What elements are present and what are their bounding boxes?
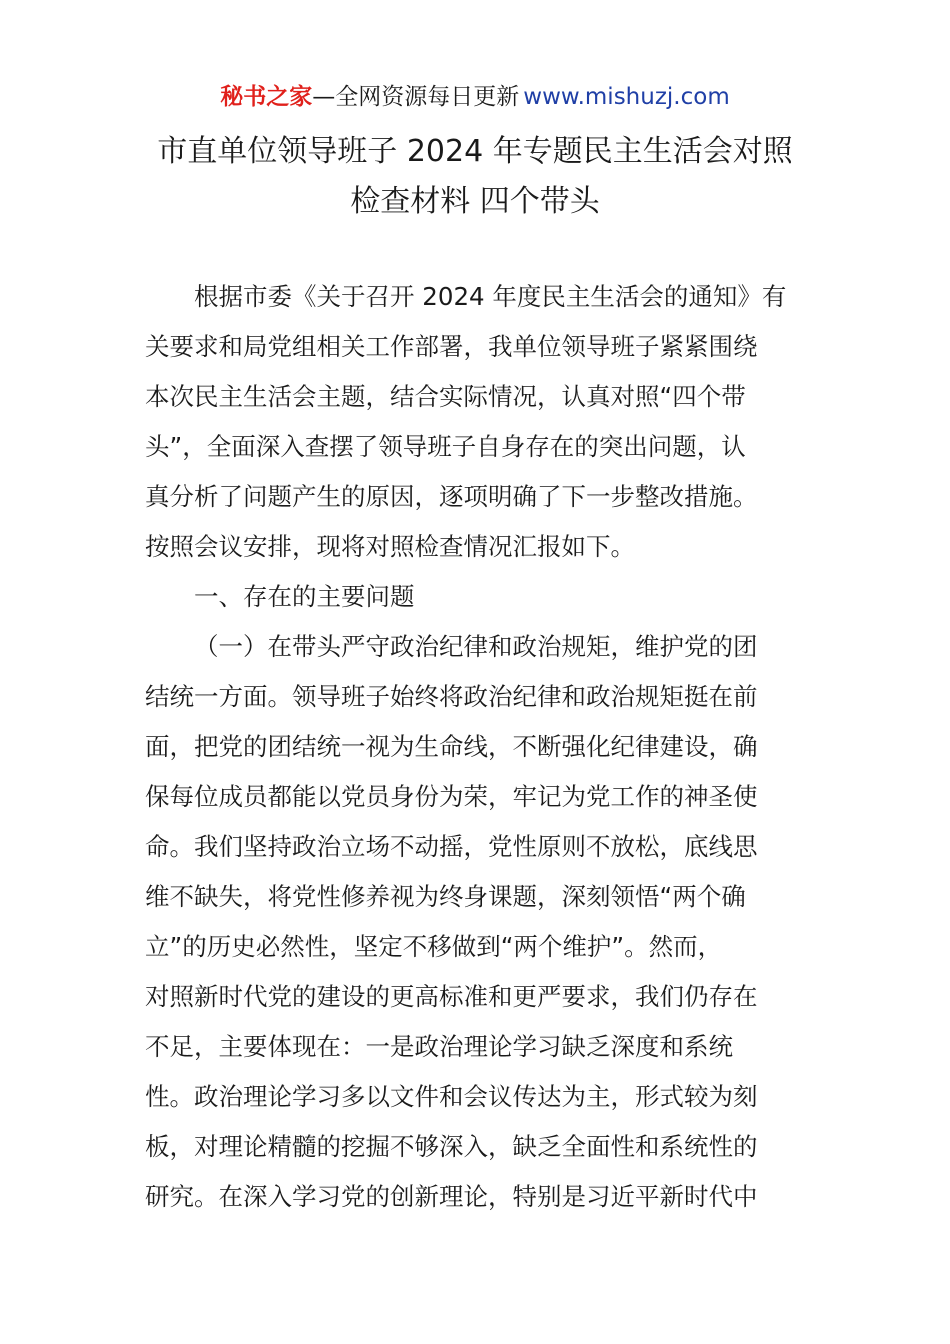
body-line: （一）在带头严守政治纪律和政治规矩，维护党的团 <box>194 632 758 661</box>
body-line: 面，把党的团结统一视为生命线，不断强化纪律建设，确 <box>145 732 758 761</box>
body-line: 研究。在深入学习党的创新理论，特别是习近平新时代中 <box>145 1182 758 1211</box>
body-line: 命。我们坚持政治立场不动摇，党性原则不放松，底线思 <box>145 832 758 861</box>
body-line: 真分析了问题产生的原因，逐项明确了下一步整改措施。 <box>145 482 758 511</box>
body-line: 头”，全面深入查摆了领导班子自身存在的突出问题，认 <box>145 432 746 461</box>
body-line: 立”的历史必然性，坚定不移做到“两个维护”。然而， <box>145 932 723 961</box>
body-line: 按照会议安排，现将对照检查情况汇报如下。 <box>145 532 635 561</box>
body-line: 结统一方面。领导班子始终将政治纪律和政治规矩挺在前 <box>145 682 758 711</box>
body-line: 对照新时代党的建设的更高标准和更严要求，我们仍存在 <box>145 982 758 1011</box>
header-tagline: —全网资源每日更新 <box>312 84 520 110</box>
brand-name: 秘书之家 <box>220 84 313 110</box>
body-line: 本次民主生活会主题，结合实际情况，认真对照“四个带 <box>145 382 746 411</box>
body-line: 板，对理论精髓的挖掘不够深入，缺乏全面性和系统性的 <box>145 1132 758 1161</box>
body-line: 根据市委《关于召开 2024 年度民主生活会的通知》有 <box>194 282 787 311</box>
document-body <box>145 272 810 1222</box>
document-title <box>100 127 850 227</box>
body-line: 性。政治理论学习多以文件和会议传达为主，形式较为刻 <box>145 1082 758 1111</box>
body-line: 维不缺失，将党性修养视为终身课题，深刻领悟“两个确 <box>145 882 746 911</box>
section-heading: 一、存在的主要问题 <box>194 582 415 611</box>
body-line: 关要求和局党组相关工作部署，我单位领导班子紧紧围绕 <box>145 332 758 361</box>
title-line-1: 市直单位领导班子 2024 年专题民主生活会对照 <box>157 134 793 169</box>
site-url-link[interactable]: www.mishuzj.com <box>523 84 730 110</box>
title-line-2: 检查材料 四个带头 <box>350 184 600 219</box>
site-header <box>0 80 950 114</box>
body-line: 不足，主要体现在：一是政治理论学习缺乏深度和系统 <box>145 1032 733 1061</box>
body-line: 保每位成员都能以党员身份为荣，牢记为党工作的神圣使 <box>145 782 758 811</box>
